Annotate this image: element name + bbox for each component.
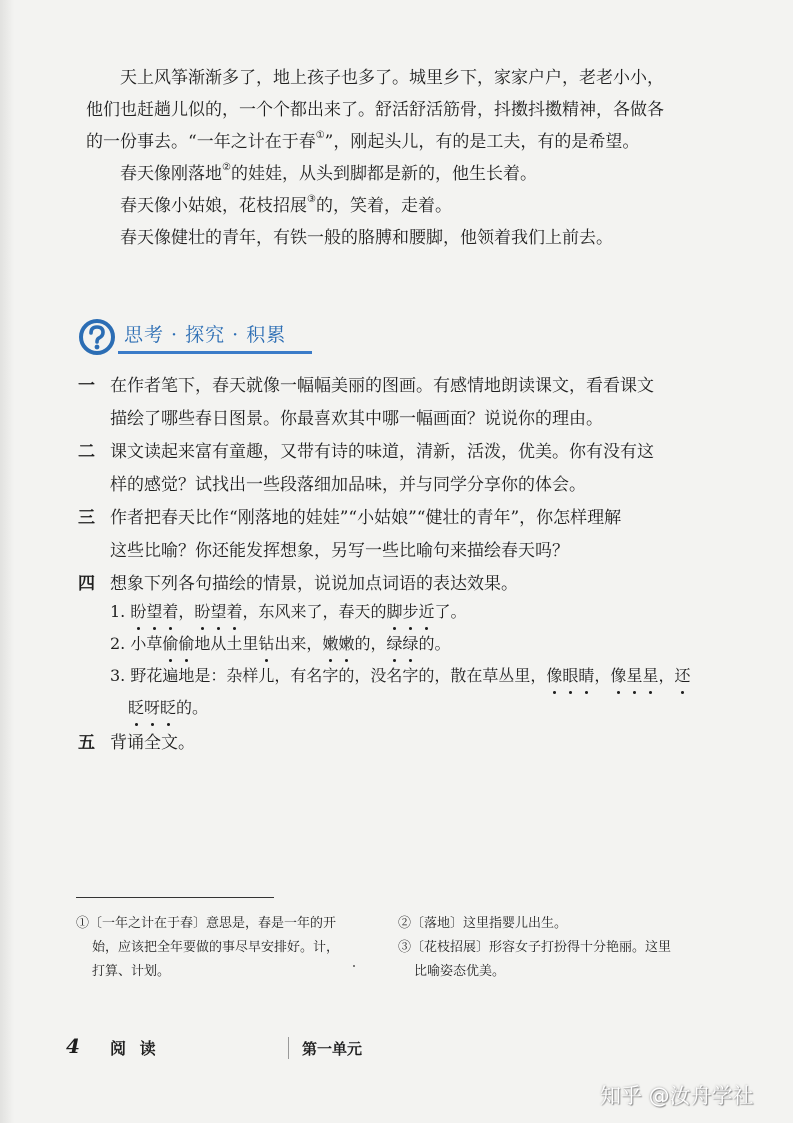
emphasis-char: 望 xyxy=(146,596,162,628)
question-line: 样的感觉？试找出一些段落细加品味，并与同学分享你的体会。 xyxy=(110,475,586,495)
question-number: 一 xyxy=(78,376,95,396)
text-run: 的。 xyxy=(418,634,451,653)
question-line: 课文读起来富有童趣，又带有诗的味道，清新，活泼，优美。你有没有这 xyxy=(110,442,654,462)
text-run: ， xyxy=(658,666,675,685)
example-sentence-3 xyxy=(110,660,691,692)
emphasis-char: 眨 xyxy=(128,692,144,724)
footnote-line: 始，应该把全年要做的事尽早安排好。计， xyxy=(92,940,340,955)
text-run: ， xyxy=(594,666,611,685)
question-number: 四 xyxy=(78,574,95,594)
footnote-line: ②〔落地〕这里指婴儿出生。 xyxy=(398,916,568,931)
text-run: 了。 xyxy=(434,602,467,621)
dotted-word xyxy=(258,634,274,653)
footnote-line: ③〔花枝招展〕形容女子打扮得十分艳丽。这里 xyxy=(398,940,672,955)
dotted-word xyxy=(162,634,194,653)
print-speck xyxy=(353,965,355,967)
emphasis-char: 像 xyxy=(610,660,626,692)
emphasis-char: 像 xyxy=(546,660,562,692)
footnote-3 xyxy=(398,936,728,984)
question-line: 想象下列各句描绘的情景，说说加点词语的表达效果。 xyxy=(110,574,518,594)
emphasis-char: 盼 xyxy=(194,596,210,628)
text-run: 地从土里 xyxy=(194,634,259,653)
text-run: 2. 小草 xyxy=(110,634,163,653)
dotted-word xyxy=(130,602,178,621)
footer-section: 阅 读 xyxy=(110,1039,160,1058)
text-run: ， xyxy=(178,602,195,621)
question-line: 作者把春天比作“刚落地的娃娃”“小姑娘”“健壮的青年”，你怎样理解 xyxy=(110,508,622,528)
emphasis-char: 睛 xyxy=(578,660,594,692)
page-number: 4 xyxy=(66,1034,80,1058)
emphasis-char: 呀 xyxy=(144,692,160,724)
text-run: 的一份事去。“一年之计在于春 xyxy=(86,132,316,152)
text-run: 出来， xyxy=(274,634,323,653)
text-run: 的娃娃，从头到脚都是新的，他生长着。 xyxy=(230,164,537,184)
footer-unit: 第一单元 xyxy=(302,1040,363,1058)
emphasis-char: 眼 xyxy=(562,660,578,692)
emphasis-char: 步 xyxy=(403,596,419,628)
section-header xyxy=(78,316,318,358)
dotted-word xyxy=(610,666,658,685)
emphasis-char: 钻 xyxy=(258,628,274,660)
example-sentence-2 xyxy=(110,628,451,660)
dotted-word xyxy=(128,698,176,717)
question-text xyxy=(110,727,720,760)
text-run: 春天像小姑娘，花枝招展 xyxy=(120,196,307,216)
question-text xyxy=(110,502,720,568)
question-icon xyxy=(78,318,116,356)
footnote-rule xyxy=(76,897,274,898)
emphasis-char: 嫩 xyxy=(338,628,354,660)
emphasis-char: 眨 xyxy=(160,692,176,724)
passage xyxy=(86,62,716,254)
emphasis-char: 望 xyxy=(210,596,226,628)
emphasis-char: 星 xyxy=(626,660,642,692)
footnote-ref-1: ① xyxy=(315,130,325,142)
footnote-line: 打算、计划。 xyxy=(92,964,171,979)
passage-line: 天上风筝渐渐多了，地上孩子也多了。城里乡下，家家户户，老老小小， xyxy=(120,68,664,88)
text-run: 3. 野花遍地是：杂样儿，有名字的，没名字的，散在草丛里， xyxy=(110,666,547,685)
emphasis-char: 近 xyxy=(419,596,435,628)
emphasis-char: 偷 xyxy=(162,628,178,660)
text-run: 的， xyxy=(354,634,387,653)
dotted-word xyxy=(322,634,354,653)
emphasis-char: 脚 xyxy=(386,596,402,628)
footnote-line: 比喻姿态优美。 xyxy=(414,964,506,979)
page-edge-shadow xyxy=(0,0,14,1123)
text-run: 春天像刚落地 xyxy=(120,164,222,184)
footnote-2 xyxy=(398,912,728,936)
question-line: 背诵全文。 xyxy=(110,733,195,753)
passage-line xyxy=(86,190,716,222)
section-title: 思考 · 探究 · 积累 xyxy=(124,324,287,346)
emphasis-char: 还 xyxy=(674,660,690,692)
footnote-line: ①〔一年之计在于春〕意思是，春是一年的开 xyxy=(76,916,337,931)
footnote-ref-3: ③ xyxy=(307,194,316,206)
emphasis-char: 着 xyxy=(226,596,242,628)
emphasis-char: 嫩 xyxy=(322,628,338,660)
emphasis-char: 偷 xyxy=(178,628,194,660)
footnote-1 xyxy=(76,912,376,984)
question-line: 在作者笔下，春天就像一幅幅美丽的图画。有感情地朗读课文，看看课文 xyxy=(110,376,654,396)
passage-line xyxy=(86,158,716,190)
question-text xyxy=(110,436,720,502)
text-run: 的，笑着，走着。 xyxy=(315,196,452,216)
watermark: 知乎 @汝舟学社 xyxy=(600,1084,754,1108)
emphasis-char: 星 xyxy=(642,660,658,692)
question-line: 描绘了哪些春日图景。你最喜欢其中哪一幅画面？说说你的理由。 xyxy=(110,409,603,429)
emphasis-char: 绿 xyxy=(403,628,419,660)
text-run: ”，刚起头儿，有的是工夫，有的是希望。 xyxy=(324,132,640,152)
footnote-ref-2: ② xyxy=(222,162,231,174)
text-run: 的。 xyxy=(176,698,209,717)
passage-line: 他们也赶趟儿似的，一个个都出来了。舒活舒活筋骨，抖擞抖擞精神，各做各 xyxy=(86,100,664,120)
question-line: 这些比喻？你还能发挥想象，另写一些比喻句来描绘春天吗？ xyxy=(110,541,569,561)
section-underline xyxy=(118,351,312,354)
emphasis-char: 着 xyxy=(162,596,178,628)
example-sentence-3-cont xyxy=(128,692,208,724)
footer-divider xyxy=(288,1037,289,1059)
dotted-word xyxy=(546,666,594,685)
example-sentence-1 xyxy=(110,596,467,628)
question-number: 三 xyxy=(78,508,95,528)
question-text xyxy=(110,370,720,436)
dotted-word xyxy=(674,666,690,685)
text-run: ，东风来了，春天的 xyxy=(242,602,387,621)
question-number: 五 xyxy=(78,733,95,753)
question-number: 二 xyxy=(78,442,95,462)
dotted-word xyxy=(194,602,242,621)
emphasis-char: 盼 xyxy=(130,596,146,628)
passage-line: 春天像健壮的青年，有铁一般的胳膊和腰脚，他领着我们上前去。 xyxy=(120,228,613,248)
text-run: 1. xyxy=(110,602,131,621)
passage-line xyxy=(86,126,716,158)
dotted-word xyxy=(386,634,418,653)
dotted-word xyxy=(386,602,434,621)
emphasis-char: 绿 xyxy=(386,628,402,660)
